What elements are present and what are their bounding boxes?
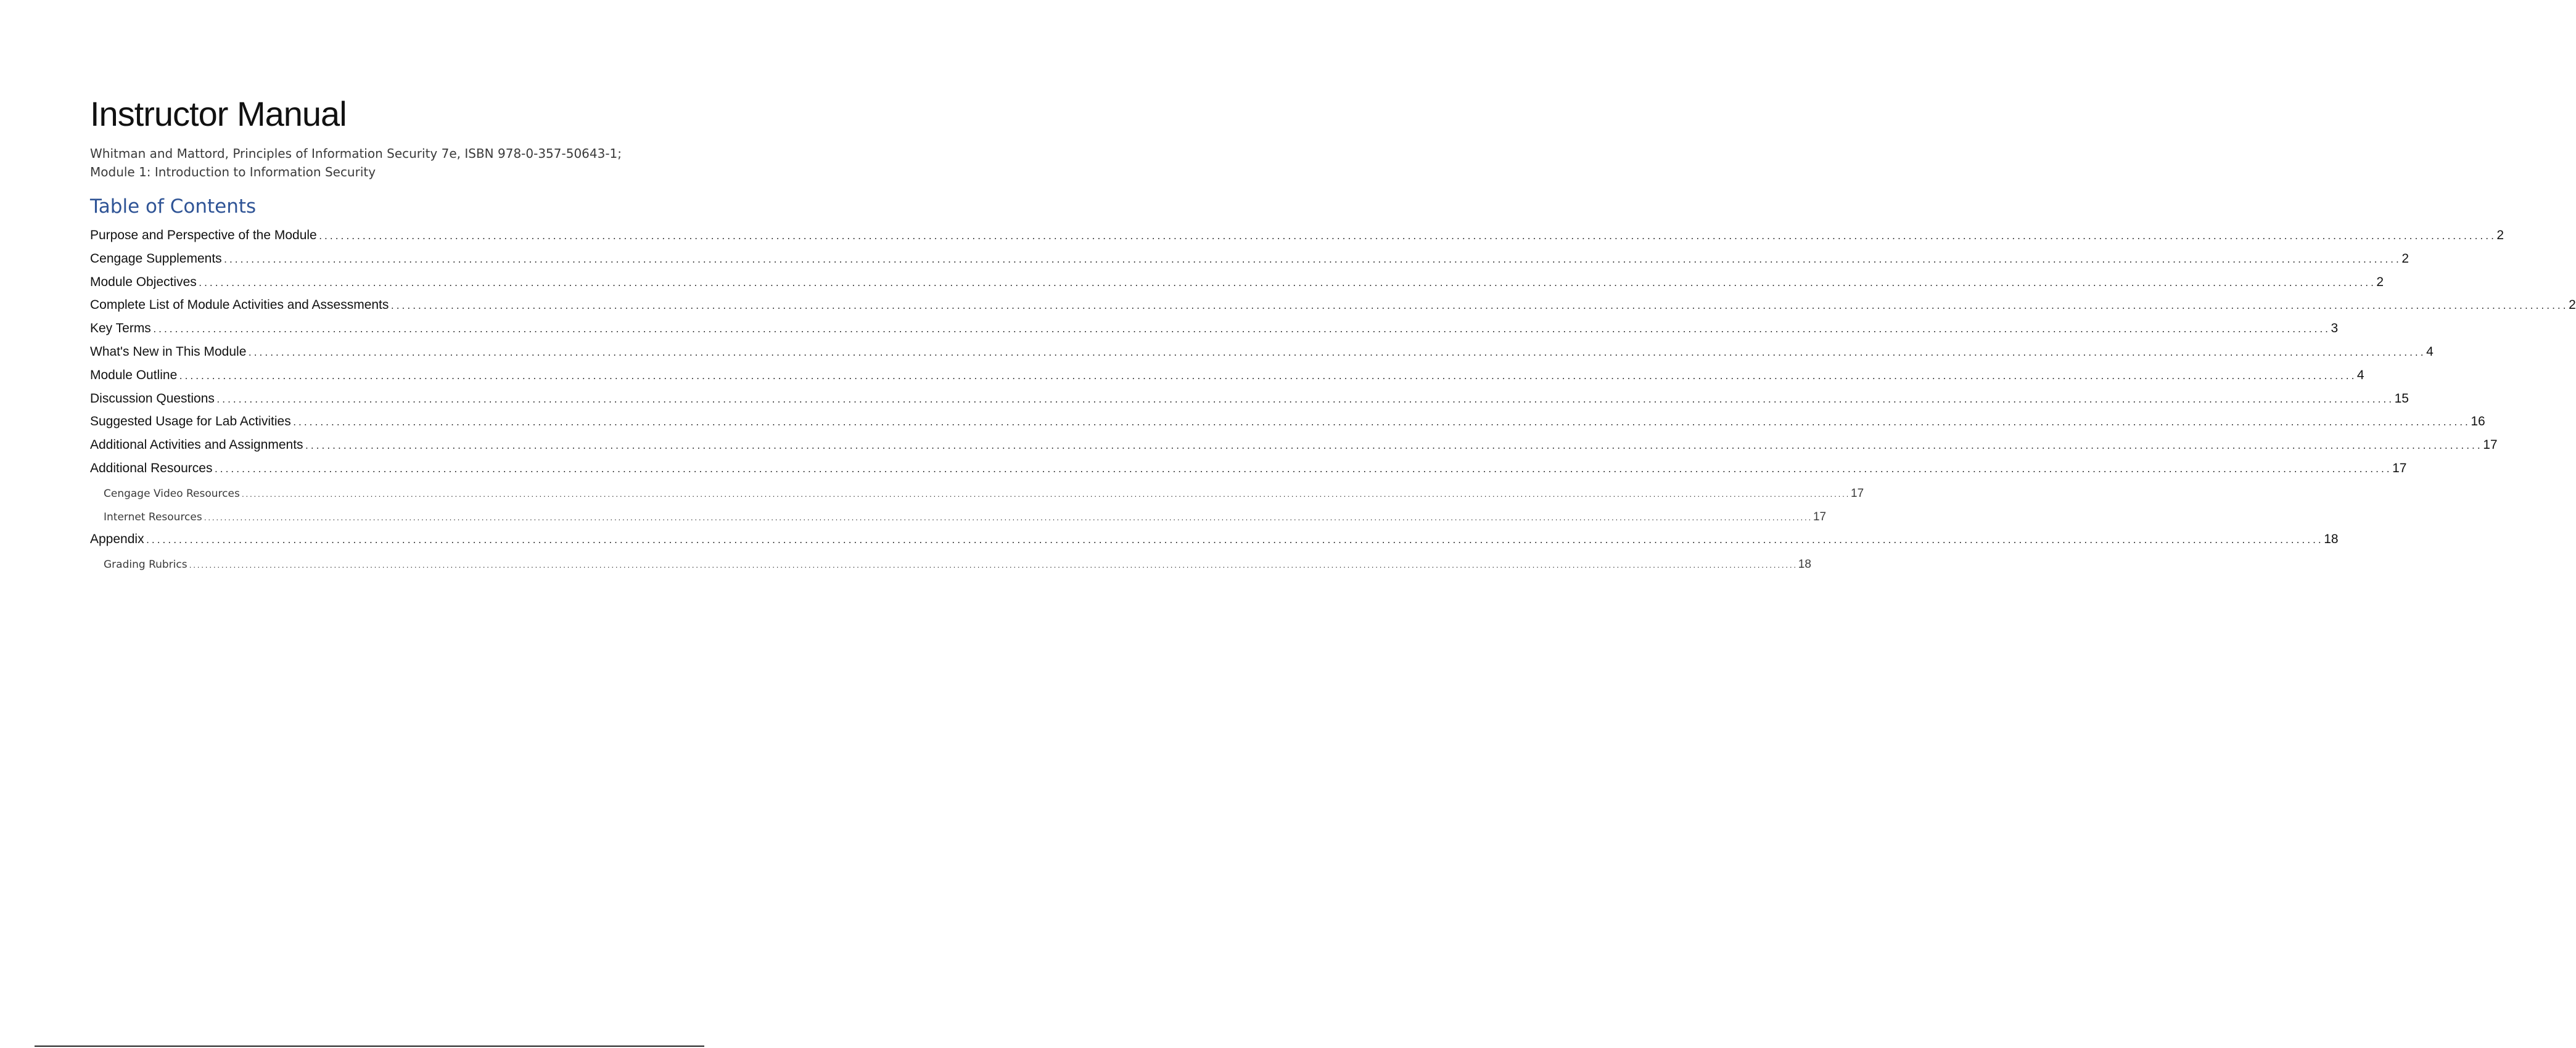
toc-entry-label: Additional Resources	[90, 461, 213, 475]
toc-dot-leader: ................................................................................................................................................................................................................................................................................................................................................................................................................	[178, 372, 2356, 382]
toc-subentry[interactable]	[90, 510, 1827, 534]
toc-entry[interactable]	[90, 251, 2409, 275]
toc-entry[interactable]	[90, 298, 2576, 321]
toc-entry-label: Additional Activities and Assignments	[90, 438, 303, 452]
toc-entry[interactable]	[90, 274, 2384, 298]
toc-subentry[interactable]	[90, 557, 1811, 582]
toc-dot-leader: ................................................................................................................................................................................................................................................................................................................................................................................................................	[223, 255, 2401, 265]
toc-entry-label: Module Outline	[90, 367, 178, 382]
toc-dot-leader: ................................................................................................................................................................................................................................................................................................................................................................................................................	[145, 536, 2323, 546]
toc-dot-leader: ................................................................................................................................................................................................................................................................................................................................................................................................................	[390, 302, 2568, 312]
toc-entry-label: Cengage Video Resources	[104, 487, 240, 500]
toc-entry-label: Suggested Usage for Lab Activities	[90, 414, 291, 429]
toc-page-number: 3	[2331, 321, 2339, 336]
toc-entry[interactable]	[90, 531, 2339, 555]
toc-dot-leader: ................................................................................................................................................................................................................................................................................................................................................................................................................	[215, 395, 2393, 405]
toc-entry-label: Purpose and Perspective of the Module	[90, 228, 317, 242]
toc-entry[interactable]	[90, 344, 2434, 368]
toc-heading: Table of Contents	[90, 195, 257, 218]
toc-entry-label: Grading Rubrics	[104, 558, 187, 571]
toc-page-number: 18	[1798, 557, 1811, 571]
document-subtitle: Whitman and Mattord, Principles of Information Security 7e, ISBN 978-0-357-50643-1; Module 1: Introduction to Information Security	[90, 146, 622, 179]
toc-entry[interactable]	[90, 321, 2339, 345]
toc-entry[interactable]	[90, 414, 2485, 438]
footer-divider	[35, 1046, 704, 1047]
toc-subentry[interactable]	[90, 486, 1864, 511]
toc-dot-leader: ................................................................................................................................................................................................................................................................................................................................................................................................................	[247, 348, 2426, 358]
toc-page-number: 18	[2324, 531, 2339, 546]
toc-entry-label: Cengage Supplements	[90, 251, 222, 266]
toc-dot-leader: ................................................................................................................................................................................................................................................................................................................................................................................................................	[213, 465, 2392, 475]
toc-dot-leader: ................................................................................................................................................................................................................................................................................................................................................................................................................	[318, 232, 2496, 242]
toc-dot-leader: ................................................................................................................................................................................................................................................................................................................................................................................................................	[304, 442, 2482, 452]
toc-page-number: 2	[2496, 228, 2504, 242]
toc-entry-label: Complete List of Module Activities and Assessments	[90, 298, 389, 313]
toc-entry-label: Module Objectives	[90, 274, 197, 289]
toc-dot-leader: ................................................................................................................................................................................................................................................................................................................................................................................................................	[188, 562, 1797, 570]
toc-entry[interactable]	[90, 438, 2498, 461]
toc-entry-label: Internet Resources	[104, 511, 202, 524]
toc-page-number: 17	[2392, 461, 2407, 475]
toc-page-number: 15	[2394, 391, 2409, 406]
toc-entry-label: Discussion Questions	[90, 391, 215, 406]
toc-page-number: 2	[2376, 274, 2384, 289]
toc-dot-leader: ................................................................................................................................................................................................................................................................................................................................................................................................................	[152, 325, 2330, 335]
toc-page-number: 16	[2471, 414, 2485, 429]
toc-page-number: 2	[2569, 298, 2576, 313]
toc-page-number: 4	[2356, 367, 2364, 382]
toc-entry[interactable]	[90, 228, 2504, 252]
toc-page-number: 4	[2426, 344, 2434, 359]
toc-page-number: 17	[1813, 510, 1827, 524]
toc-page-number: 2	[2401, 251, 2409, 266]
table-of-contents	[90, 228, 2576, 579]
toc-entry[interactable]	[90, 367, 2364, 391]
toc-dot-leader: ................................................................................................................................................................................................................................................................................................................................................................................................................	[241, 491, 1850, 499]
toc-entry-label: Key Terms	[90, 321, 151, 336]
toc-entry-label: Appendix	[90, 531, 144, 546]
toc-entry-label: What's New in This Module	[90, 344, 247, 359]
toc-dot-leader: ................................................................................................................................................................................................................................................................................................................................................................................................................	[203, 515, 1812, 523]
toc-entry[interactable]	[90, 461, 2407, 485]
toc-dot-leader: ................................................................................................................................................................................................................................................................................................................................................................................................................	[292, 419, 2470, 428]
toc-entry[interactable]	[90, 391, 2409, 415]
toc-page-number: 17	[2483, 438, 2498, 452]
toc-dot-leader: ................................................................................................................................................................................................................................................................................................................................................................................................................	[197, 279, 2376, 289]
toc-page-number: 17	[1851, 486, 1864, 500]
document-title: Instructor Manual	[90, 94, 347, 133]
